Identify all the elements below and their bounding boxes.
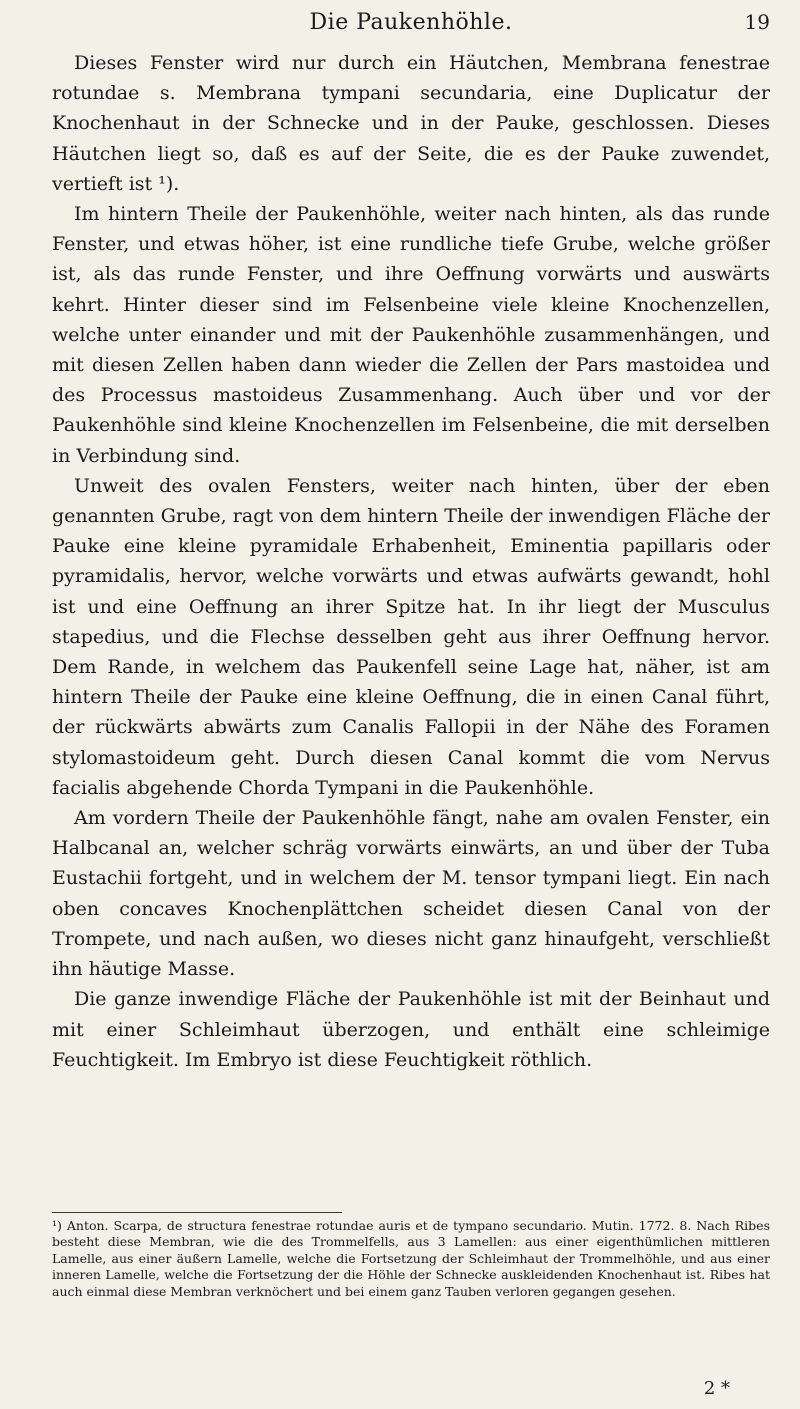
page-header	[52, 10, 770, 40]
book-page	[52, 0, 770, 1409]
paragraph-4: Am vordern Theile der Paukenhöhle fängt, nahe am ovalen Fenster, ein Halbcanal an, welcher schräg vorwärts einwärts, an und über der Tuba Eustachii fortgeht, und in welchem der M. tensor tympani liegt. Ein nach oben concaves Knochenplättchen scheidet diesen Canal von der Trompete, und nach außen, wo dieses nicht ganz hinaufgeht, verschließt ihn häutige Masse.	[52, 807, 770, 981]
paragraph-2: Im hintern Theile der Paukenhöhle, weiter nach hinten, als das runde Fenster, und etwas höher, ist eine rundliche tiefe Grube, welche größer ist, als das runde Fenster, und ihre Oeffnung vorwärts und auswärts kehrt. Hinter dieser sind im Felsenbeine viele kleine Knochenzellen, welche unter einander und mit der Paukenhöhle zusammenhängen, und mit diesen Zellen haben dann wieder die Zellen der Pars mastoidea und des Processus mastoideus Zusammenhang. Auch über und vor der Paukenhöhle sind kleine Knochenzellen im Felsenbeine, die mit derselben in Verbindung sind.	[52, 203, 770, 467]
page-number: 19	[744, 10, 770, 34]
paragraph-1: Dieses Fenster wird nur durch ein Häutchen, Membrana fenestrae rotundae s. Membrana tympani secundaria, eine Duplicatur der Knochenhaut in der Schnecke und in der Pauke, geschlossen. Dieses Häutchen liegt so, daß es auf der Seite, die es der Pauke zuwendet, vertieft ist ¹).	[52, 52, 770, 195]
paragraph-5: Die ganze inwendige Fläche der Paukenhöhle ist mit der Beinhaut und mit einer Schleimhaut überzogen, und enthält eine schleimige Feuchtigkeit. Im Embryo ist diese Feuchtigkeit röthlich.	[52, 988, 770, 1071]
footnote-rule	[52, 1212, 342, 1213]
footnote: ¹) Anton. Scarpa, de structura fenestrae rotundae auris et de tympano secundario. Mutin. 1772. 8. Nach Ribes besteht diese Membran, wie die des Trommelfells, aus 3 Lamellen: aus einer eigenthümlichen mittleren Lamelle, aus einer äußern Lamelle, welche die Fortsetzung der Schleimhaut der Trommelhöhle, und aus einer inneren Lamelle, welche die Fortsetzung der die Höhle der Schnecke auskleidenden Knochenhaut ist. Ribes hat auch einmal diese Membran verknöchert und bei einem ganz Tauben verloren gegangen gesehen.	[52, 1218, 770, 1299]
signature-mark: 2 *	[703, 1378, 730, 1399]
paragraph-3: Unweit des ovalen Fensters, weiter nach hinten, über der eben genannten Grube, ragt von dem hintern Theile der inwendigen Fläche der Pauke eine kleine pyramidale Erhabenheit, Eminentia papillaris oder pyramidalis, hervor, welche vorwärts und etwas aufwärts gewandt, hohl ist und eine Oeffnung an ihrer Spitze hat. In ihr liegt der Musculus stapedius, und die Flechse desselben geht aus ihrer Oeffnung hervor. Dem Rande, in welchem das Paukenfell seine Lage hat, näher, ist am hintern Theile der Pauke eine kleine Oeffnung, die in einen Canal führt, der rückwärts abwärts zum Canalis Fallopii in der Nähe des Foramen stylomastoideum geht. Durch diesen Canal kommt die vom Nervus facialis abgehende Chorda Tympani in die Paukenhöhle.	[52, 474, 770, 799]
running-head: Die Paukenhöhle.	[309, 10, 513, 35]
body-text	[52, 48, 770, 1075]
